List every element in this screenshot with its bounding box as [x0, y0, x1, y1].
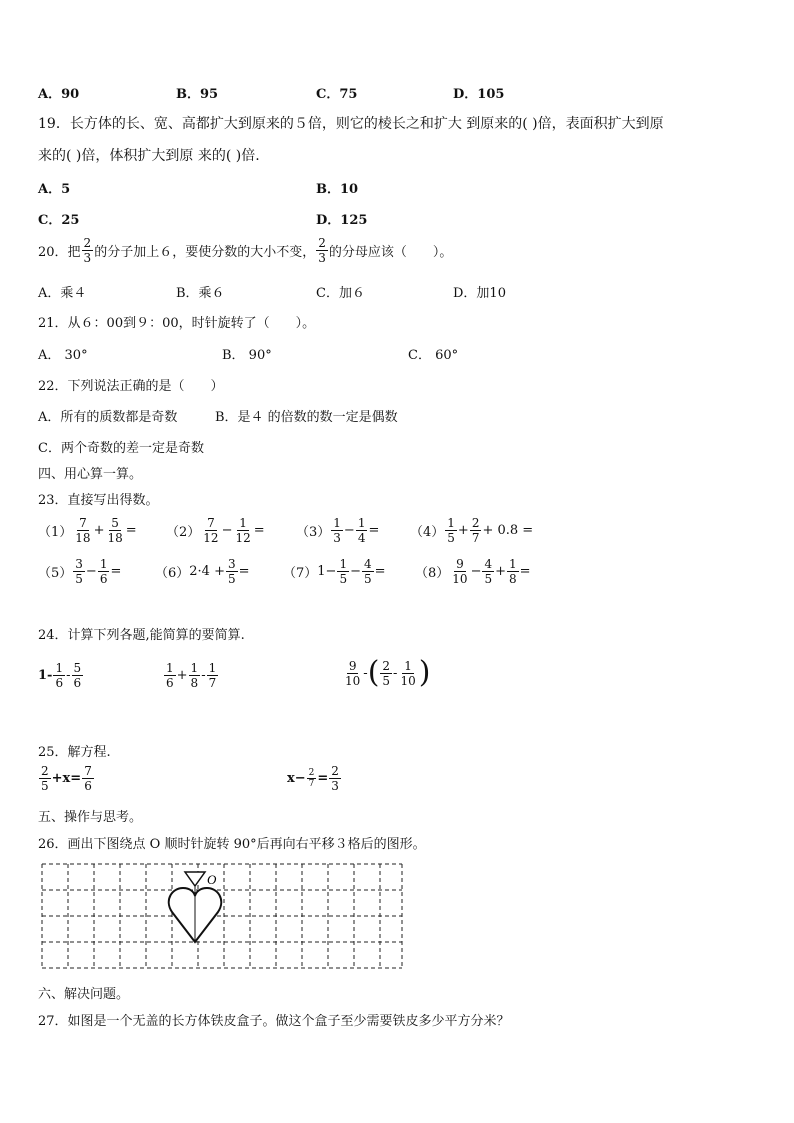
q20-option-c: C．加６ [316, 286, 365, 301]
q23-item-2: （2） $\frac{7}{12}$ − $\frac{1}{12}$ = [166, 516, 265, 545]
q18-option-b: B．95 [176, 87, 219, 102]
q19-option-a: A．5 [38, 182, 71, 197]
q23-item-5: （5） $\frac{3}{5}$ − $\frac{1}{6}$ = [38, 557, 122, 586]
q22-option-b: B．是４ 的倍数的数一定是偶数 [215, 410, 398, 425]
q24-expr-1: 1- $\frac{1}{6}$ - $\frac{5}{6}$ [38, 661, 82, 690]
section-5-heading: 五、操作与思考。 [38, 810, 143, 825]
q21-text: 21．从６：00到９：00，时针旋转了（ ）。 [38, 316, 316, 331]
q27-text: 27．如图是一个无盖的长方体铁皮盒子。做这个盒子至少需要铁皮多少平方分米？ [38, 1014, 510, 1029]
q19-option-c: C．25 [38, 213, 80, 228]
q23-item-1: （1） $\frac{7}{18}$ + $\frac{5}{18}$ = [38, 516, 137, 545]
q20-option-b: B．乘６ [176, 286, 225, 301]
q24-expr-2: $\frac{1}{6}$ + $\frac{1}{8}$ - $\frac{1}{7}$ [166, 661, 217, 690]
q20-fraction-2: $\frac{2}{3}$ [318, 236, 326, 265]
q18-option-a: A．90 [38, 87, 80, 102]
q20-mid: 的分子加上６，要使分数的大小不变， [94, 245, 316, 260]
q20-prefix: 20．把 [38, 245, 81, 260]
q26-text: 26．画出下图绕点 O 顺时针旋转 90°后再向右平移３格后的图形。 [38, 837, 426, 852]
q20-suffix: 的分母应该（ ）。 [328, 245, 453, 260]
q22-option-c: C．两个奇数的差一定是奇数 [38, 441, 204, 456]
q19-option-d: D．125 [316, 213, 368, 228]
q19-option-b: B．10 [316, 182, 359, 197]
point-o-label: O [207, 872, 217, 887]
q21-option-a: A． 30° [38, 348, 88, 363]
q22-text: 22．下列说法正确的是（ ） [38, 379, 224, 394]
grid-lines [42, 864, 402, 968]
q23-item-8: （8） $\frac{9}{10}$ − $\frac{4}{5}$ + $\frac{1}{8}$ = [415, 557, 531, 586]
q23-item-3: （3） $\frac{1}{3}$ − $\frac{1}{4}$ = [296, 516, 380, 545]
q25-text: 25．解方程. [38, 745, 111, 760]
q20-fraction-1: $\frac{2}{3}$ [83, 236, 92, 265]
section-4-heading: 四、用心算一算。 [38, 467, 143, 482]
triangle-marker [185, 872, 205, 886]
section-6-heading: 六、解决问题。 [38, 987, 130, 1002]
q18-option-c: C．75 [316, 87, 358, 102]
q20-option-d: D．加10 [453, 286, 506, 301]
q23-item-6: （6） 2·4 + $\frac{3}{5}$ = [155, 557, 250, 586]
q25-equation-1: $\frac{2}{5}$ +x= $\frac{7}{6}$ [41, 764, 92, 793]
q24-expr-3: $\frac{9}{10}$ - ( $\frac{2}{5}$ - $\frac{1}{10}$ ) [345, 655, 431, 690]
q24-text: 24．计算下列各题,能简算的要简算. [38, 628, 245, 643]
q26-grid-figure [40, 862, 404, 972]
q20-question [38, 236, 452, 265]
q22-option-a: A．所有的质数都是奇数 [38, 410, 178, 425]
q21-option-c: C． 60° [408, 348, 459, 363]
q18-option-d: D．105 [453, 87, 505, 102]
q21-option-b: B． 90° [222, 348, 272, 363]
q25-equation-2: x− $\frac{2}{7}$ = $\frac{2}{3}$ [287, 764, 339, 793]
q23-text: 23．直接写出得数。 [38, 493, 159, 508]
q23-item-7: （7） 1− $\frac{1}{5}$ − $\frac{4}{5}$ = [283, 557, 386, 586]
q19-text-line1: 19．长方体的长、宽、高都扩大到原来的５倍，则它的棱长之和扩大 到原来的( )倍，表面积扩大到原 [38, 116, 664, 132]
q23-item-4: （4） $\frac{1}{5}$ + $\frac{2}{7}$ + 0.8 = [410, 516, 534, 545]
q20-option-a: A．乘４ [38, 286, 87, 301]
q19-text-line2: 来的( )倍，体积扩大到原 来的( )倍. [38, 148, 260, 164]
